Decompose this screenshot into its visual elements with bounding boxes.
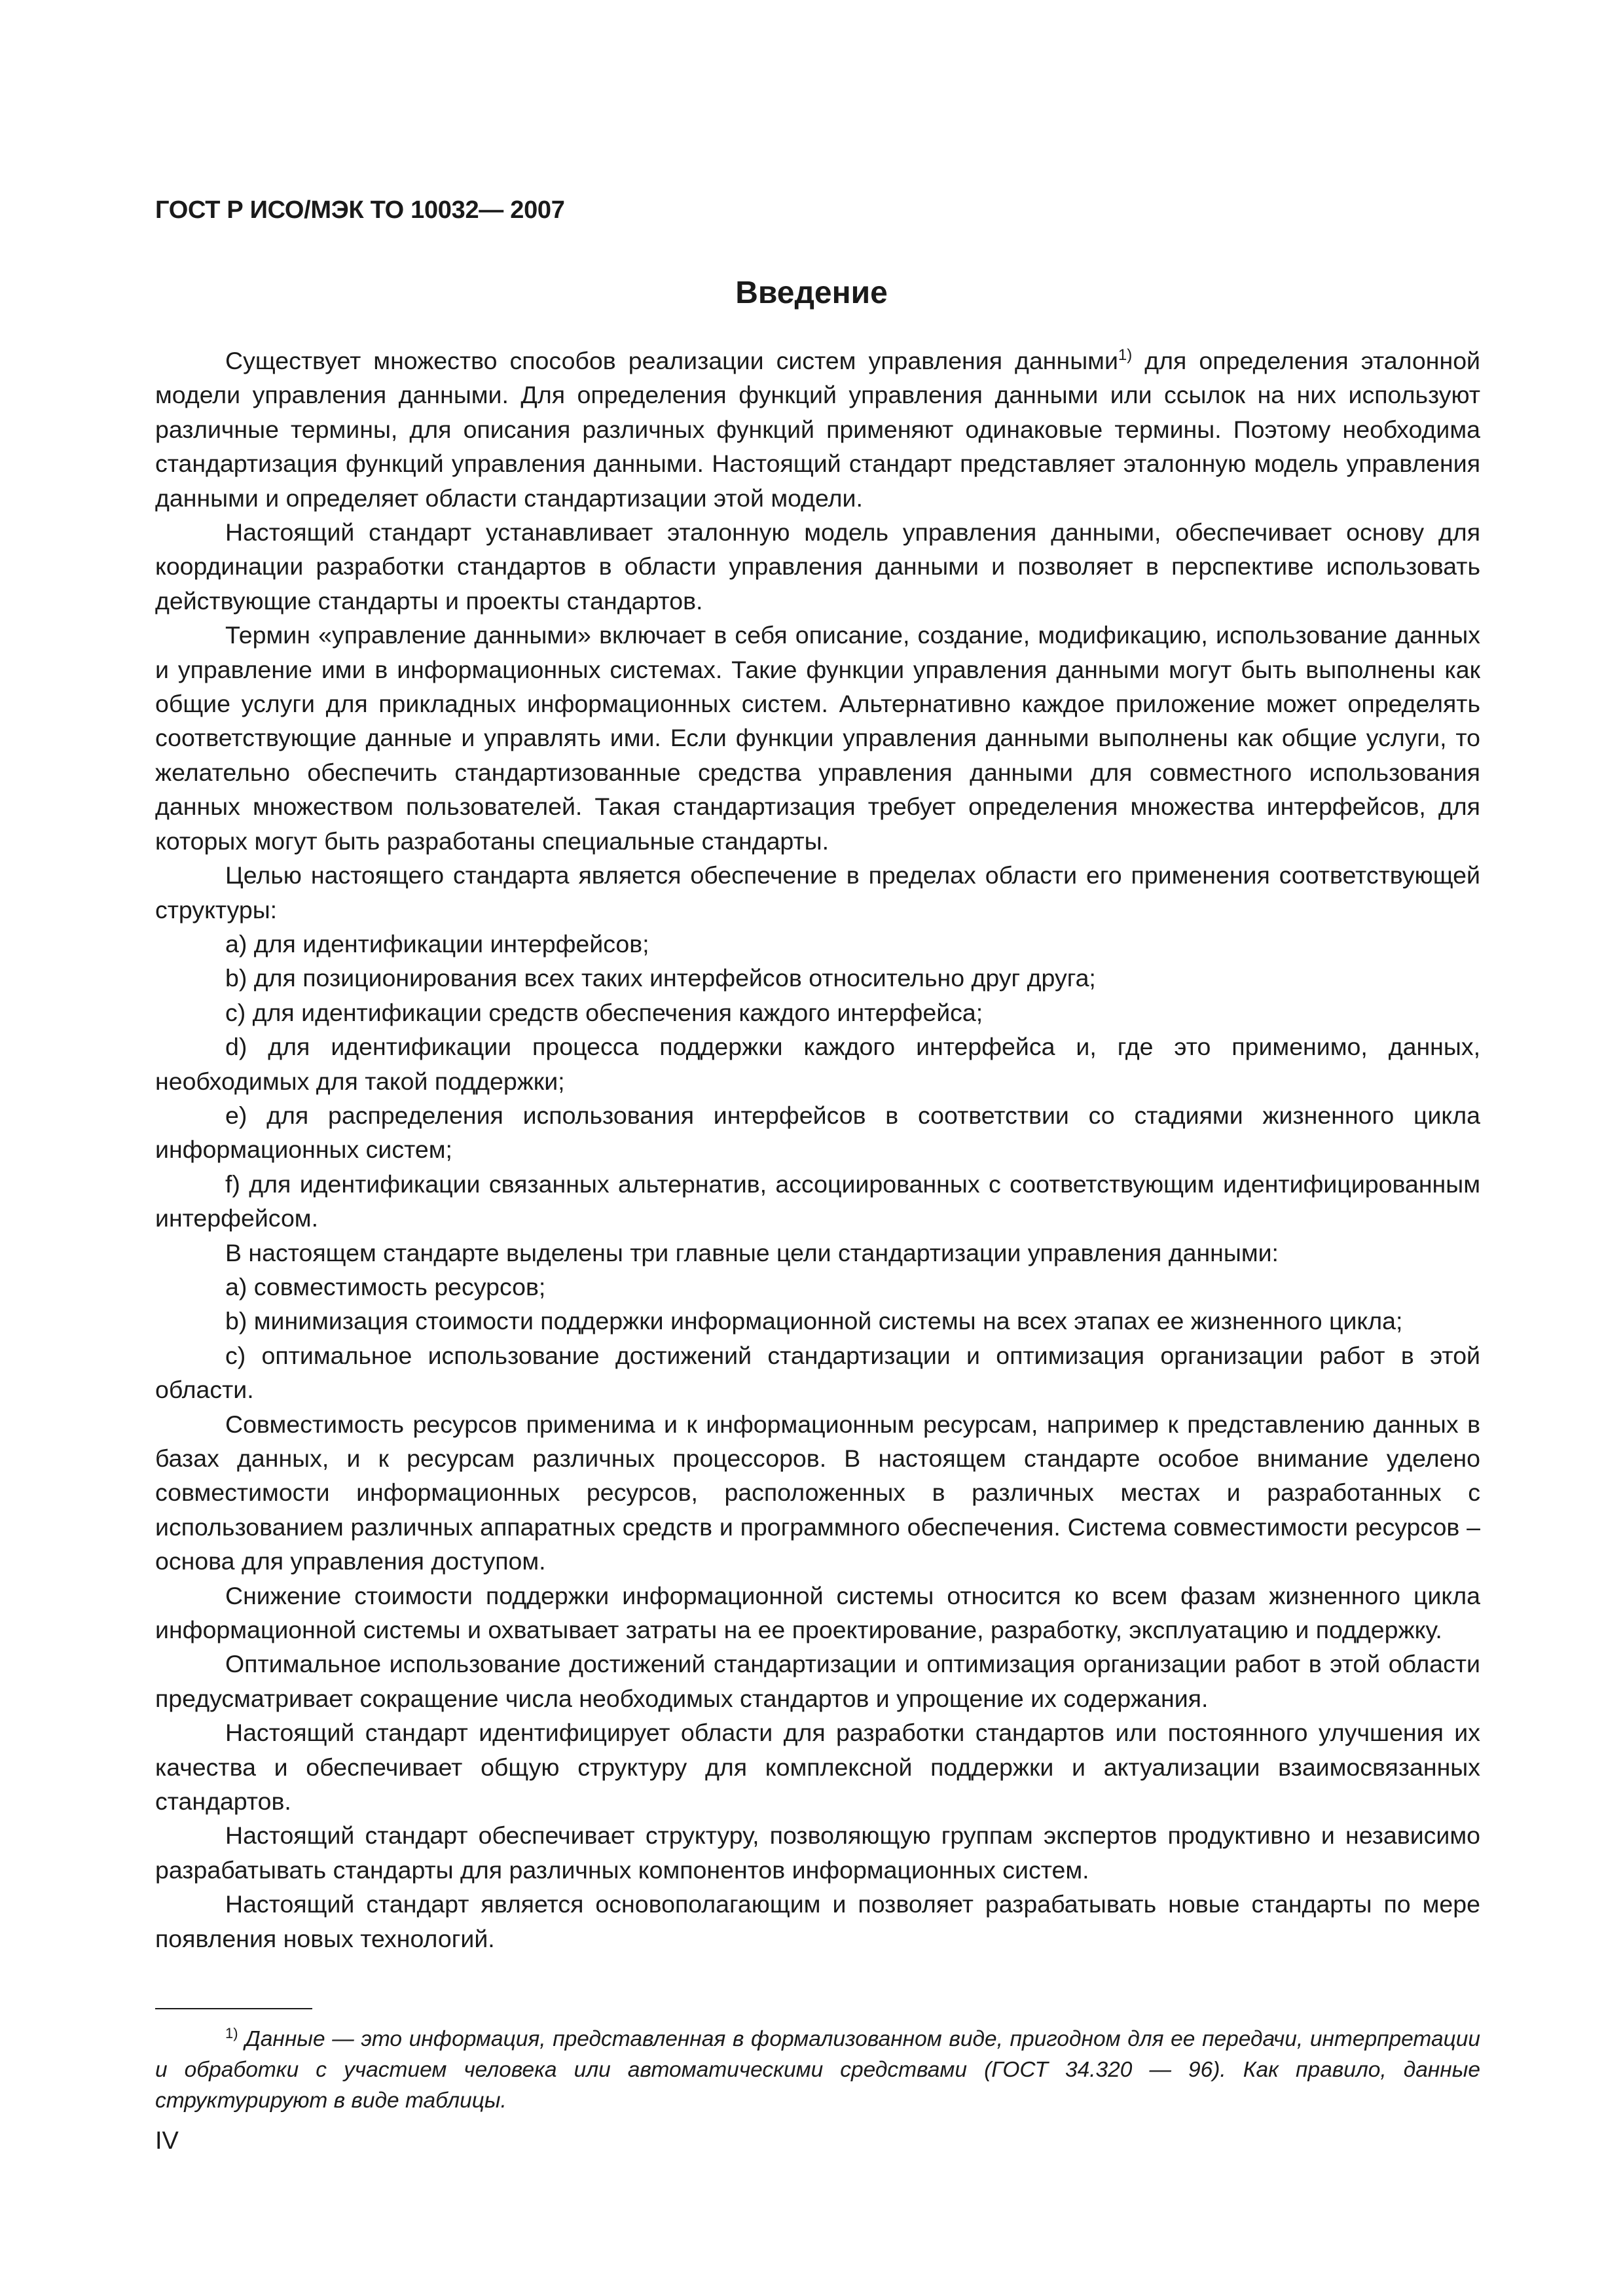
- paragraph: Настоящий стандарт обеспечивает структуру, позволяющую группам экспертов продуктивно и независимо разрабатывать стандарты для различных компонентов информационных систем.: [155, 1821, 1480, 1884]
- paragraph: [155, 344, 1480, 515]
- paragraph: Термин «управление данными» включает в себя описание, создание, модификацию, использование данных и управление ими в информационных системах. Такие функции управления данными могут быть выполнены как общие услуги для прикладных информационных систем. Альтернативно каждое приложение может определять соответствующие данные и управлять ими. Если функции управления данными выполнены как общие услуги, то желательно обеспечить стандартизованные средства управления данными для совместного использования данных множеством пользователей. Такая стандартизация требует определения множества интерфейсов, для которых могут быть разработаны специальные стандарты.: [155, 621, 1480, 855]
- section-title: Введение: [735, 276, 888, 310]
- list-item: c) оптимальное использование достижений стандартизации и оптимизация организации работ в этой области.: [155, 1341, 1480, 1404]
- footnote-text: Данные — это информация, представленная в формализованном виде, пригодном для ее передачи, интерпретации и обработки с участием человека или автоматическими средствами (ГОСТ 34.320 — 96). Как правило, данные структурируют в виде таблицы.: [155, 2027, 1480, 2113]
- paragraph: Совместимость ресурсов применима и к информационным ресурсам, например к представлению данных в базах данных, и к ресурсам различных процессоров. В настоящем стандарте особое внимание уделено совместимости информационных ресурсов, расположенных в различных местах и разработанных с использованием различных аппаратных средств и программного обеспечения. Система совместимости ресурсов – основа для управления доступом.: [155, 1410, 1480, 1575]
- paragraph: Снижение стоимости поддержки информационной системы относится ко всем фазам жизненного цикла информационной системы и охватывает затраты на ее проектирование, разработку, эксплуатацию и поддержку.: [155, 1581, 1480, 1644]
- body-text: [155, 344, 1480, 1956]
- paragraph: Настоящий стандарт является основополагающим и позволяет разрабатывать новые стандарты по мере появления новых технологий.: [155, 1890, 1480, 1952]
- paragraph: Настоящий стандарт устанавливает эталонную модель управления данными, обеспечивает основу для координации разработки стандартов в области управления данными и позволяет в перспективе использовать действующие стандарты и проекты стандартов.: [155, 518, 1480, 615]
- list-item: f) для идентификации связанных альтернатив, ассоциированных с соответствующим идентифицированным интерфейсом.: [155, 1170, 1480, 1232]
- paragraph-text: для определения эталонной модели управления данными. Для определения функций управления данными или ссылок на них используют различные термины, для описания различных функций применяют одинаковые термины. Поэтому необходима стандартизация функций управления данными. Настоящий стандарт представляет эталонную модель управления данными и определяет области стандартизации этой модели.: [155, 347, 1480, 512]
- list-item: a) совместимость ресурсов;: [225, 1272, 546, 1300]
- list-item: c) для идентификации средств обеспечения каждого интерфейса;: [225, 998, 983, 1026]
- footnote-marker: 1): [225, 2025, 238, 2041]
- list-item: b) для позиционирования всех таких интерфейсов относительно друг друга;: [225, 964, 1096, 992]
- paragraph: В настоящем стандарте выделены три главные цели стандартизации управления данными:: [225, 1238, 1279, 1266]
- footnote-divider: [155, 2008, 312, 2009]
- paragraph: Целью настоящего стандарта является обеспечение в пределах области его применения соответствующей структуры:: [155, 861, 1480, 924]
- footnote: [155, 2024, 1480, 2116]
- page-number: IV: [155, 2127, 179, 2155]
- list-item: e) для распределения использования интерфейсов в соответствии со стадиями жизненного цикла информационных систем;: [155, 1101, 1480, 1164]
- footnote-reference: 1): [1118, 346, 1133, 364]
- document-standard-id: ГОСТ Р ИСО/МЭК ТО 10032— 2007: [155, 196, 565, 224]
- paragraph-text: Существует множество способов реализации систем управления данными: [225, 347, 1118, 374]
- paragraph: Настоящий стандарт идентифицирует области для разработки стандартов или постоянного улучшения их качества и обеспечивает общую структуру для комплексной поддержки и актуализации взаимосвязанных стандартов.: [155, 1719, 1480, 1816]
- list-item: b) минимизация стоимости поддержки информационной системы на всех этапах ее жизненного цикла;: [225, 1307, 1403, 1335]
- list-item: d) для идентификации процесса поддержки каждого интерфейса и, где это применимо, данных, необходимых для такой поддержки;: [155, 1033, 1480, 1095]
- paragraph: Оптимальное использование достижений стандартизации и оптимизация организации работ в этой области предусматривает сокращение числа необходимых стандартов и упрощение их содержания.: [155, 1650, 1480, 1712]
- list-item: a) для идентификации интерфейсов;: [225, 929, 649, 958]
